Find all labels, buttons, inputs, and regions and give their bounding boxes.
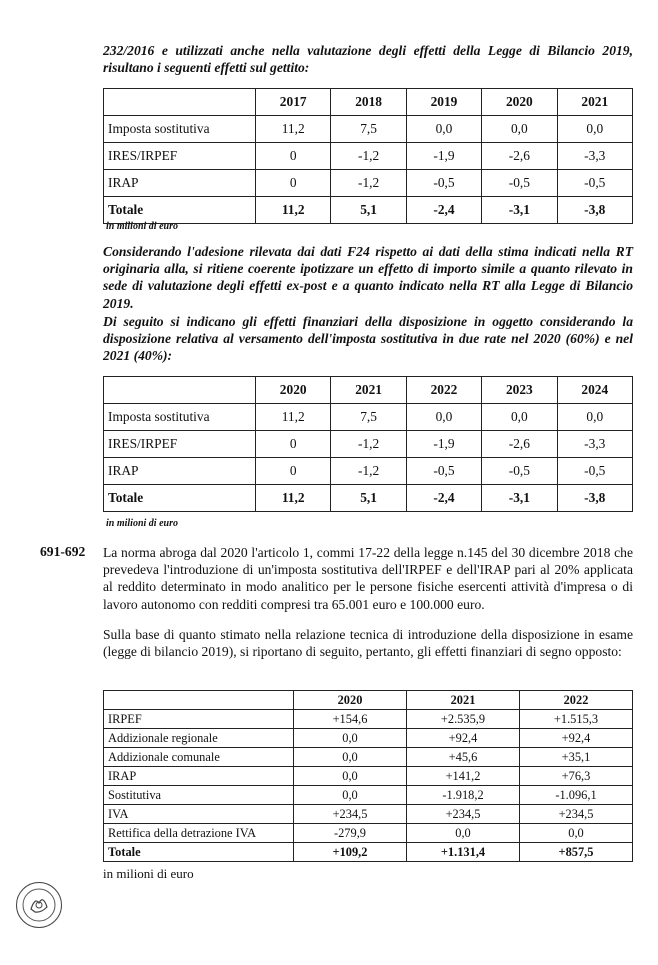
table-cell: -1,9 [406, 431, 481, 458]
table-cell: -1,2 [331, 431, 406, 458]
table-cell: -2,6 [482, 431, 557, 458]
row-label: IRAP [104, 458, 256, 485]
table-cell: -0,5 [406, 458, 481, 485]
table-cell: +35,1 [520, 748, 633, 767]
column-header: 2023 [482, 377, 557, 404]
table-cell: 0,0 [482, 116, 557, 143]
table-cell: 0,0 [520, 824, 633, 843]
table-total-row [104, 485, 633, 512]
section-paragraph-1: La norma abroga dal 2020 l'articolo 1, commi 17-22 della legge n.145 del 30 dicembre 2018 che prevedeva l'introduzione di un'imposta sostitutiva dell'IRPEF e dell'IRAP pari al 20% applicata al reddito determinato in modo analitico per le persone fisiche esercenti attività d'impresa o di lavoro autonomo con redditi compresi tra 65.001 euro e 100.000 euro. [103, 545, 633, 612]
table-cell: 5,1 [331, 485, 406, 512]
column-header [104, 377, 256, 404]
table-3-header [104, 691, 633, 710]
column-header: 2017 [256, 89, 331, 116]
table-2 [103, 376, 633, 512]
table-cell: +154,6 [294, 710, 407, 729]
column-header: 2021 [407, 691, 520, 710]
table-cell: 11,2 [256, 197, 331, 224]
row-label: Sostitutiva [104, 786, 294, 805]
row-label: IRES/IRPEF [104, 143, 256, 170]
table-1-header [104, 89, 633, 116]
table-cell: +45,6 [407, 748, 520, 767]
row-label: Totale [104, 197, 256, 224]
table-total-row [104, 197, 633, 224]
column-header: 2022 [520, 691, 633, 710]
table-cell: 11,2 [256, 404, 331, 431]
row-label: IRAP [104, 170, 256, 197]
table-cell: -3,8 [557, 485, 632, 512]
row-label: Addizionale comunale [104, 748, 294, 767]
table-cell: -3,1 [482, 197, 557, 224]
table-row [104, 458, 633, 485]
row-label: Imposta sostitutiva [104, 116, 256, 143]
column-header: 2020 [256, 377, 331, 404]
table-cell: +1.131,4 [407, 843, 520, 862]
table-cell: -279,9 [294, 824, 407, 843]
column-header [104, 691, 294, 710]
row-label: IRES/IRPEF [104, 431, 256, 458]
column-header: 2018 [331, 89, 406, 116]
section-reference: 691-692 [40, 544, 86, 559]
table-cell: 0,0 [557, 404, 632, 431]
table-cell: +141,2 [407, 767, 520, 786]
table-cell: +234,5 [520, 805, 633, 824]
column-header [104, 89, 256, 116]
table-cell: 11,2 [256, 485, 331, 512]
table-cell: 0,0 [406, 116, 481, 143]
table-row [104, 786, 633, 805]
table-row [104, 805, 633, 824]
row-label: IRPEF [104, 710, 294, 729]
table-3 [103, 690, 633, 862]
seal-stamp-icon [16, 882, 62, 928]
row-label: Totale [104, 485, 256, 512]
column-header: 2022 [406, 377, 481, 404]
row-label: IRAP [104, 767, 294, 786]
column-header: 2021 [331, 377, 406, 404]
table-cell: 0,0 [482, 404, 557, 431]
column-header: 2020 [482, 89, 557, 116]
table-cell: 0 [256, 458, 331, 485]
table-row [104, 710, 633, 729]
table-cell: -3,8 [557, 197, 632, 224]
table-cell: -0,5 [482, 458, 557, 485]
column-header: 2019 [406, 89, 481, 116]
table-row [104, 170, 633, 197]
table-cell: 0 [256, 143, 331, 170]
table-cell: +1.515,3 [520, 710, 633, 729]
table-cell: +76,3 [520, 767, 633, 786]
table-cell: -3,1 [482, 485, 557, 512]
table-cell: -3,3 [557, 143, 632, 170]
table-row [104, 748, 633, 767]
table-cell: +2.535,9 [407, 710, 520, 729]
row-label: Addizionale regionale [104, 729, 294, 748]
table-cell: -2,4 [406, 485, 481, 512]
table-cell: -1.918,2 [407, 786, 520, 805]
paragraph-considerando: Considerando l'adesione rilevata dai dati F24 rispetto ai dati della stima indicati nella RT originaria alla, si ritiene coerente ipotizzare un effetto di importo simile a quanto rilevato in sede di valutazione degli effetti ex-post e a quanto indicato nella RT alla Legge di Bilancio 2019. [103, 244, 633, 311]
section-paragraph-2: Sulla base di quanto stimato nella relazione tecnica di introduzione della disposizione in esame (legge di bilancio 2019), si riportano di seguito, pertanto, gli effetti finanziari di segno opposto: [103, 627, 633, 660]
table-row [104, 767, 633, 786]
table-cell: +92,4 [407, 729, 520, 748]
table-cell: +234,5 [407, 805, 520, 824]
row-label: Totale [104, 843, 294, 862]
table-cell: -2,6 [482, 143, 557, 170]
table-row [104, 824, 633, 843]
table-cell: -2,4 [406, 197, 481, 224]
table-cell: -1,2 [331, 143, 406, 170]
table-cell: -0,5 [557, 170, 632, 197]
table-cell: 0,0 [294, 786, 407, 805]
table-cell: 0,0 [407, 824, 520, 843]
table-cell: 0 [256, 431, 331, 458]
table-cell: 7,5 [331, 116, 406, 143]
table-cell: +92,4 [520, 729, 633, 748]
column-header: 2020 [294, 691, 407, 710]
table-cell: -1,2 [331, 170, 406, 197]
table-cell: 7,5 [331, 404, 406, 431]
table-cell: -0,5 [482, 170, 557, 197]
table-cell: -0,5 [557, 458, 632, 485]
table-cell: 0,0 [406, 404, 481, 431]
table-cell: 0,0 [294, 729, 407, 748]
column-header: 2021 [557, 89, 632, 116]
column-header: 2024 [557, 377, 632, 404]
row-label: Imposta sostitutiva [104, 404, 256, 431]
table-row [104, 116, 633, 143]
table-cell: +234,5 [294, 805, 407, 824]
table-cell: 0,0 [294, 748, 407, 767]
table-row [104, 729, 633, 748]
paragraph-di-seguito: Di seguito si indicano gli effetti finanziari della disposizione in oggetto considerando la disposizione relativa al versamento dell'imposta sostitutiva in due rate nel 2020 (60%) e nel 2021 (40%): [103, 314, 633, 364]
table-cell: +857,5 [520, 843, 633, 862]
table-row [104, 404, 633, 431]
table-total-row [104, 843, 633, 862]
table-cell: 0,0 [294, 767, 407, 786]
table-cell: -3,3 [557, 431, 632, 458]
table-row [104, 431, 633, 458]
table-cell: -1,9 [406, 143, 481, 170]
table-1-note: in milioni di euro [106, 221, 178, 232]
intro-paragraph: 232/2016 e utilizzati anche nella valutazione degli effetti della Legge di Bilancio 2019, risultano i seguenti effetti sul gettito: [103, 43, 633, 76]
table-2-header [104, 377, 633, 404]
table-3-note: in milioni di euro [103, 866, 194, 881]
table-cell: 0,0 [557, 116, 632, 143]
table-2-note: in milioni di euro [106, 518, 178, 529]
row-label: IVA [104, 805, 294, 824]
row-label: Rettifica della detrazione IVA [104, 824, 294, 843]
table-cell: 0 [256, 170, 331, 197]
table-cell: 5,1 [331, 197, 406, 224]
table-1 [103, 88, 633, 224]
table-row [104, 143, 633, 170]
table-cell: -1.096,1 [520, 786, 633, 805]
table-cell: -0,5 [406, 170, 481, 197]
table-cell: +109,2 [294, 843, 407, 862]
table-cell: -1,2 [331, 458, 406, 485]
table-cell: 11,2 [256, 116, 331, 143]
